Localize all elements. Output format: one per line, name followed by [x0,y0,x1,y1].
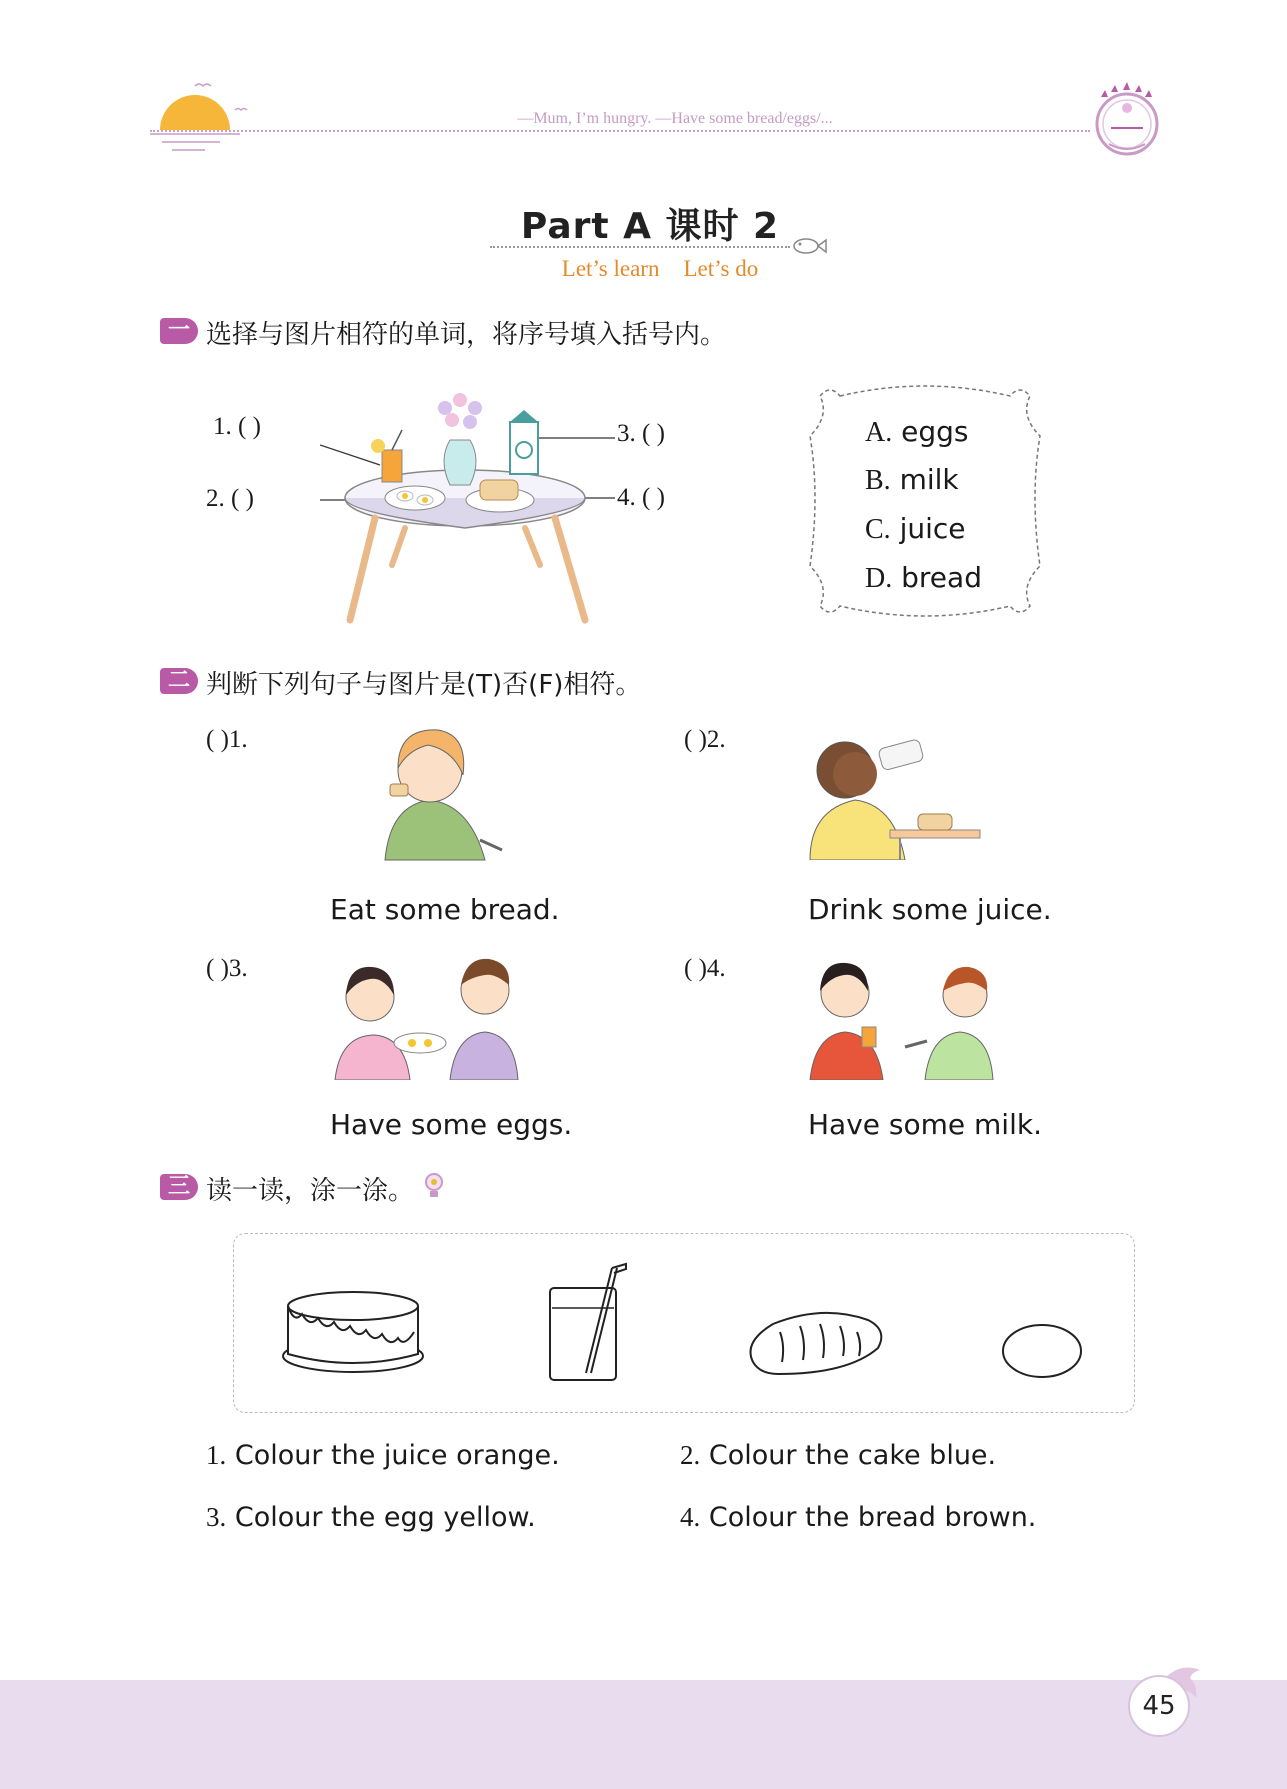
answer-blank-4[interactable]: 4. ( ) [617,484,665,511]
subtitle-do: Let’s do [683,256,759,281]
answer-blank-2[interactable]: 2. ( ) [206,485,254,512]
tf-blank-4[interactable]: ( )4. [684,955,726,982]
tf-blank-1[interactable]: ( )1. [206,726,248,753]
page-number: 45 [1128,1675,1190,1737]
title-underline [490,246,790,248]
footer-band [0,1680,1287,1789]
juice-glass-outline[interactable] [540,1258,635,1383]
section-badge-1: 一 [160,318,198,344]
tf-sentence-1: Eat some bread. [330,893,560,926]
colour-instruction-3: 3. Colour the egg yellow. [206,1502,536,1533]
colour-instruction-1: 1. Colour the juice orange. [206,1440,560,1471]
tf-blank-3[interactable]: ( )3. [206,955,248,982]
header-divider [150,130,1090,132]
answer-blank-1[interactable]: 1. ( ) [213,413,261,440]
colour-instruction-4: 4. Colour the bread brown. [680,1502,1037,1533]
bread-outline[interactable] [745,1310,885,1380]
table-illustration [320,390,620,630]
cake-outline[interactable] [278,1288,428,1378]
section-3-instruction: 读一读，涂一涂。 [206,1176,415,1206]
boy-drinking-milk-illustration [800,730,985,860]
lightbulb-icon [422,1172,446,1202]
tf-blank-2[interactable]: ( )2. [684,726,726,753]
subtitle-learn: Let’s learn [561,256,660,281]
section-badge-3: 三 [160,1174,198,1200]
kids-sharing-eggs-illustration [330,955,530,1080]
section-1-instruction: 选择与图片相符的单词，将序号填入括号内。 [206,320,727,350]
choice-b: B. milk [865,463,959,496]
tf-sentence-2: Drink some juice. [808,893,1052,926]
choice-c: C. juice [865,512,966,545]
choice-a: A. eggs [865,415,969,448]
colour-instruction-2: 2. Colour the cake blue. [680,1440,997,1471]
tf-sentence-4: Have some milk. [808,1108,1042,1141]
choice-d: D. bread [865,561,982,594]
lesson-subtitle [530,256,790,282]
tf-sentence-3: Have some eggs. [330,1108,573,1141]
section-badge-2: 二 [160,668,198,694]
girl-eating-bread-illustration [370,720,510,865]
page-title: Part A 课时 2 [520,206,780,247]
kids-juice-illustration [800,955,1020,1080]
answer-blank-3[interactable]: 3. ( ) [617,420,665,447]
egg-outline[interactable] [1000,1322,1085,1380]
publisher-logo-icon [1085,78,1170,163]
sunset-icon [150,80,260,160]
fish-icon [790,234,830,258]
section-2-instruction: 判断下列句子与图片是(T)否(F)相符。 [206,670,642,700]
running-header: —Mum, I’m hungry. —Have some bread/eggs/... [517,110,833,127]
